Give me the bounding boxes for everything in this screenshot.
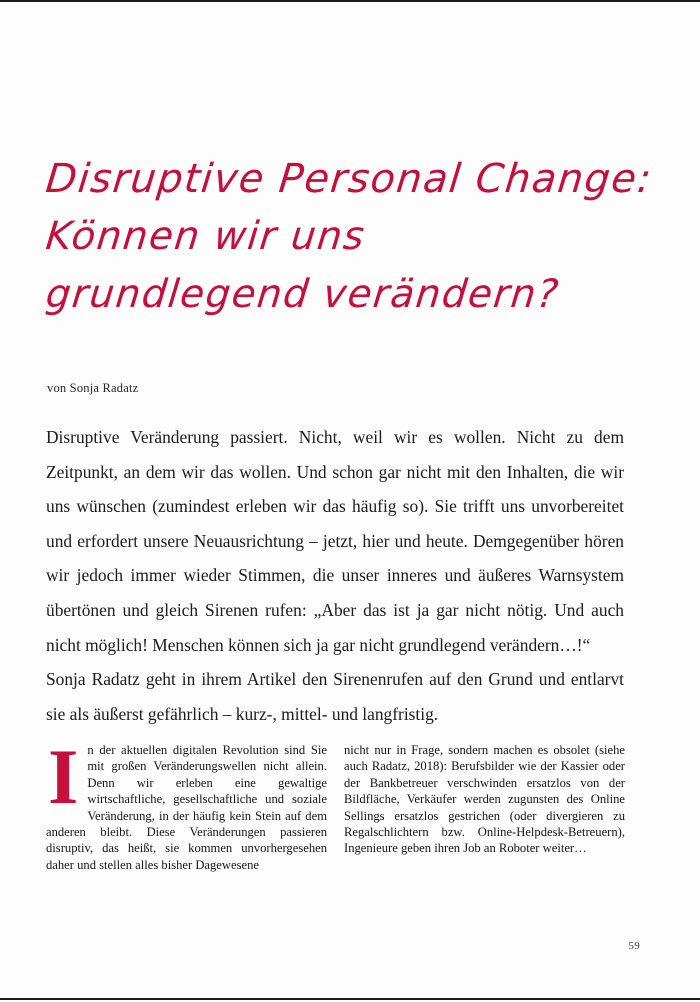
page-number: 59: [628, 940, 640, 952]
drop-cap: I: [48, 733, 79, 820]
body-column-right-text: nicht nur in Frage, sondern machen es obsolet (siehe auch Radatz, 2018): Berufsbilder wie der Kassier oder der Bankbetreuer verschwinden ersatzlos von der Bildfläche, Verkäufer werden zugunsten des Online Sellings ersatzlos gestrichen (oder divergieren zu Regalschlichtern bzw. Online-Helpdesk-Betreuern), Ingenieure geben ihren Job an Roboter weiter…: [344, 743, 625, 856]
lead-paragraph-2: Sonja Radatz geht in ihrem Artikel den Sirenenrufen auf den Grund und entlarvt sie als äußerst gefährlich – kurz-, mittel- und langfristig.: [46, 669, 624, 724]
article-body-columns: [46, 733, 626, 873]
title-line-1: Disruptive Personal Change:: [43, 156, 655, 202]
body-column-left: [46, 733, 327, 873]
title-line-2: Können wir uns: [43, 214, 368, 259]
body-column-right: [344, 742, 625, 873]
title-line-3: grundlegend verändern?: [43, 272, 562, 317]
lead-paragraph-1: Disruptive Veränderung passiert. Nicht, weil wir es wollen. Nicht zu dem Zeitpunkt, an dem wir das wollen. Und schon gar nicht mit den Inhalten, die wir uns wünschen (zumindest erleben wir das häufig so). Sie trifft uns unvorbereitet und erfordert unsere Neuausrichtung – jetzt, hier und heute. Demgegenüber hören wir jedoch immer wieder Stimmen, die unser inneres und äußeres Warnsystem übertönen und gleich Sirenen rufen: „Aber das ist ja gar nicht nötig. Und auch nicht möglich! Menschen können sich ja gar nicht grundlegend verändern…!“: [46, 427, 624, 655]
body-column-left-text: n der aktuellen digitalen Revolution sind Sie mit großen Veränderungswellen nicht allein. Denn wir erleben eine gewaltige wirtschaftliche, gesellschaftliche und soziale Veränderung, in der häufig kein Stein auf dem anderen bleibt. Diese Veränderungen passieren disruptiv, das heißt, sie kommen unvorhergesehen daher und stellen alles bisher Dagewesene: [46, 743, 327, 872]
article-byline: von Sonja Radatz: [47, 381, 139, 395]
page-content-area: [43, 2, 655, 1002]
article-lead-text: [46, 420, 624, 731]
article-title: [43, 150, 666, 324]
